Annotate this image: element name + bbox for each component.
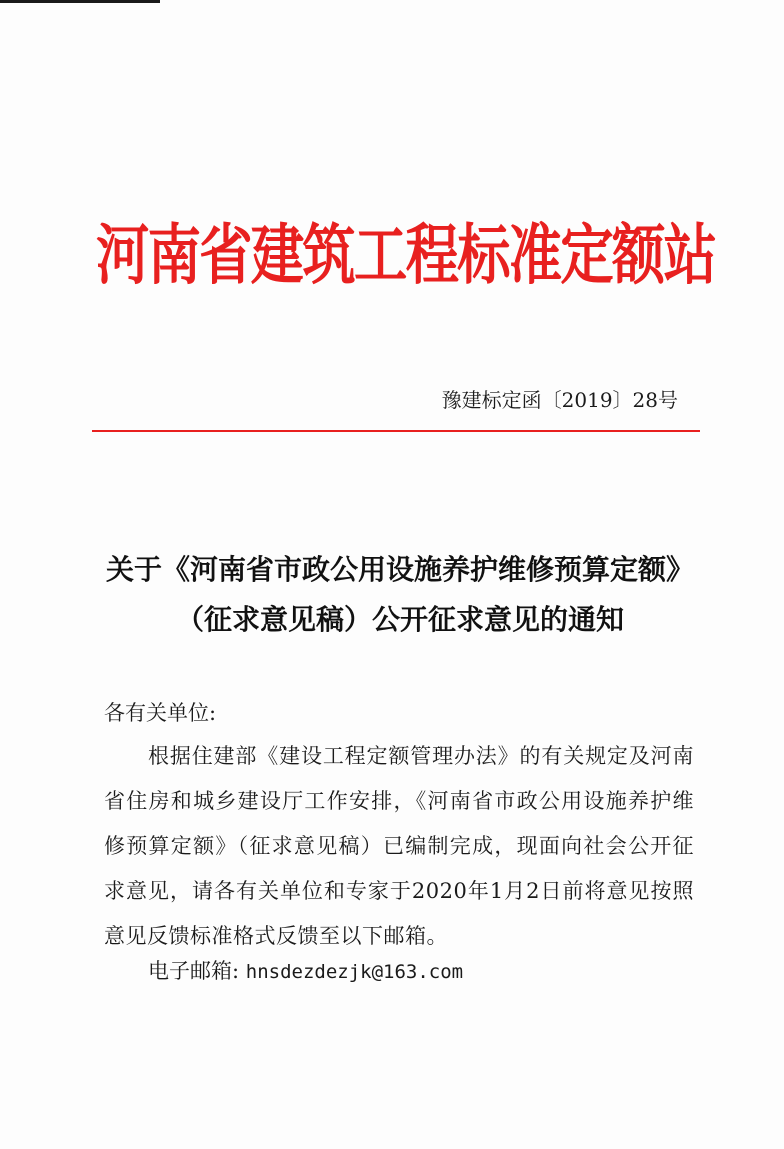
red-divider-line <box>92 430 700 432</box>
email-line <box>148 956 463 987</box>
body-paragraph: 根据住建部《建设工程定额管理办法》的有关规定及河南省住房和城乡建设厅工作安排，《河南省市政公用设施养护维修预算定额》（征求意见稿）已编制完成，现面向社会公开征求意见，请各有关单位和专家于2020年1月2日前将意见按照意见反馈标准格式反馈至以下邮箱。 <box>104 744 694 948</box>
email-label: 电子邮箱: <box>148 959 240 983</box>
document-number: 豫建标定函〔2019〕28号 <box>441 388 678 412</box>
email-address: hnsdezdezjk@163.com <box>245 961 464 983</box>
salutation: 各有关单位: <box>104 701 217 725</box>
scan-edge-mark <box>0 0 160 3</box>
issuing-organization-title: 河南省建筑工程标准定额站 <box>96 216 716 294</box>
notice-title: 关于《河南省市政公用设施养护维修预算定额》（征求意见稿）公开征求意见的通知 <box>105 553 694 636</box>
